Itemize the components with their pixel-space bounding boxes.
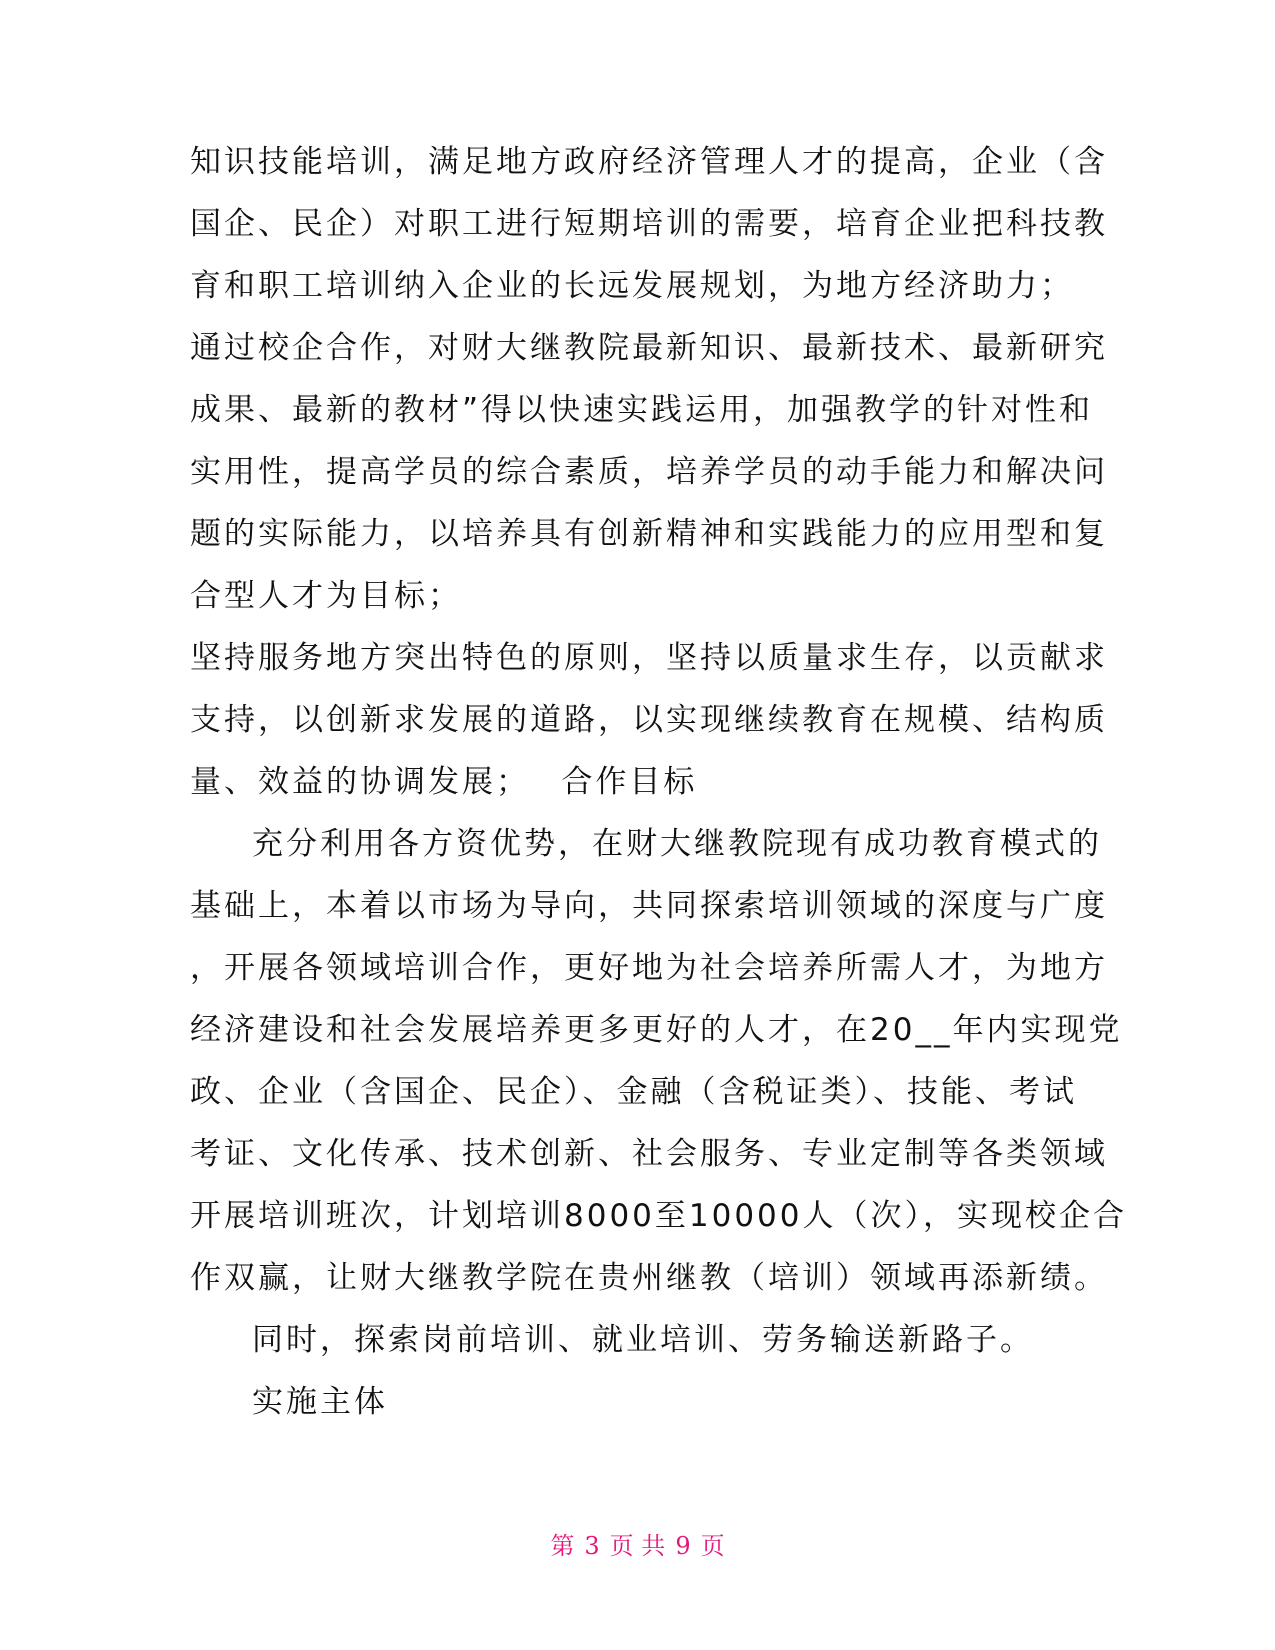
paragraph-line: 同时，探索岗前培训、就业培训、劳务输送新路子。 bbox=[252, 1322, 1034, 1358]
section-heading: 实施主体 bbox=[252, 1384, 388, 1420]
paragraph-line: 政、企业（含国企、民企）、金融（含税证类）、技能、考试 bbox=[190, 1074, 1077, 1110]
footer-prefix: 第 bbox=[550, 1532, 575, 1560]
paragraph-line: 充分利用各方资优势，在财大继教院现有成功教育模式的 bbox=[252, 826, 1102, 862]
paragraph-line: 实用性，提高学员的综合素质，培养学员的动手能力和解决问 bbox=[190, 454, 1108, 490]
paragraph-line: 作双赢，让财大继教学院在贵州继教（培训）领域再添新绩。 bbox=[190, 1260, 1108, 1296]
footer-suffix: 页 bbox=[700, 1532, 725, 1560]
page-footer bbox=[0, 1526, 1275, 1561]
paragraph-line: 育和职工培训纳入企业的长远发展规划，为地方经济助力； bbox=[190, 268, 1074, 304]
paragraph-line: 通过校企合作，对财大继教院最新知识、最新技术、最新研究 bbox=[190, 330, 1108, 366]
paragraph-line: ，开展各领域培训合作，更好地为社会培养所需人才，为地方 bbox=[190, 950, 1108, 986]
paragraph-line: 考证、文化传承、技术创新、社会服务、专业定制等各类领域 bbox=[190, 1136, 1108, 1172]
paragraph-line: 题的实际能力，以培养具有创新精神和实践能力的应用型和复 bbox=[190, 516, 1108, 552]
footer-total-pages: 9 bbox=[675, 1532, 691, 1560]
footer-middle: 页 共 bbox=[609, 1532, 666, 1560]
footer-current-page: 3 bbox=[584, 1532, 600, 1560]
paragraph-line: 国企、民企）对职工进行短期培训的需要，培育企业把科技教 bbox=[190, 206, 1108, 242]
paragraph-line: 开展培训班次，计划培训8000至10000人（次），实现校企合 bbox=[190, 1198, 1128, 1234]
paragraph-line: 量、效益的协调发展； 合作目标 bbox=[190, 764, 698, 800]
paragraph-line: 支持，以创新求发展的道路，以实现继续教育在规模、结构质 bbox=[190, 702, 1108, 738]
paragraph-line: 经济建设和社会发展培养更多更好的人才，在20__年内实现党 bbox=[190, 1012, 1123, 1048]
paragraph-line: 成果、最新的教材”得以快速实践运用，加强教学的针对性和 bbox=[190, 392, 1094, 428]
paragraph-line: 基础上，本着以市场为导向，共同探索培训领域的深度与广度 bbox=[190, 888, 1108, 924]
paragraph-line: 坚持服务地方突出特色的原则，坚持以质量求生存，以贡献求 bbox=[190, 640, 1108, 676]
paragraph-line: 知识技能培训，满足地方政府经济管理人才的提高，企业（含 bbox=[190, 144, 1108, 180]
paragraph-line: 合型人才为目标； bbox=[190, 578, 462, 614]
